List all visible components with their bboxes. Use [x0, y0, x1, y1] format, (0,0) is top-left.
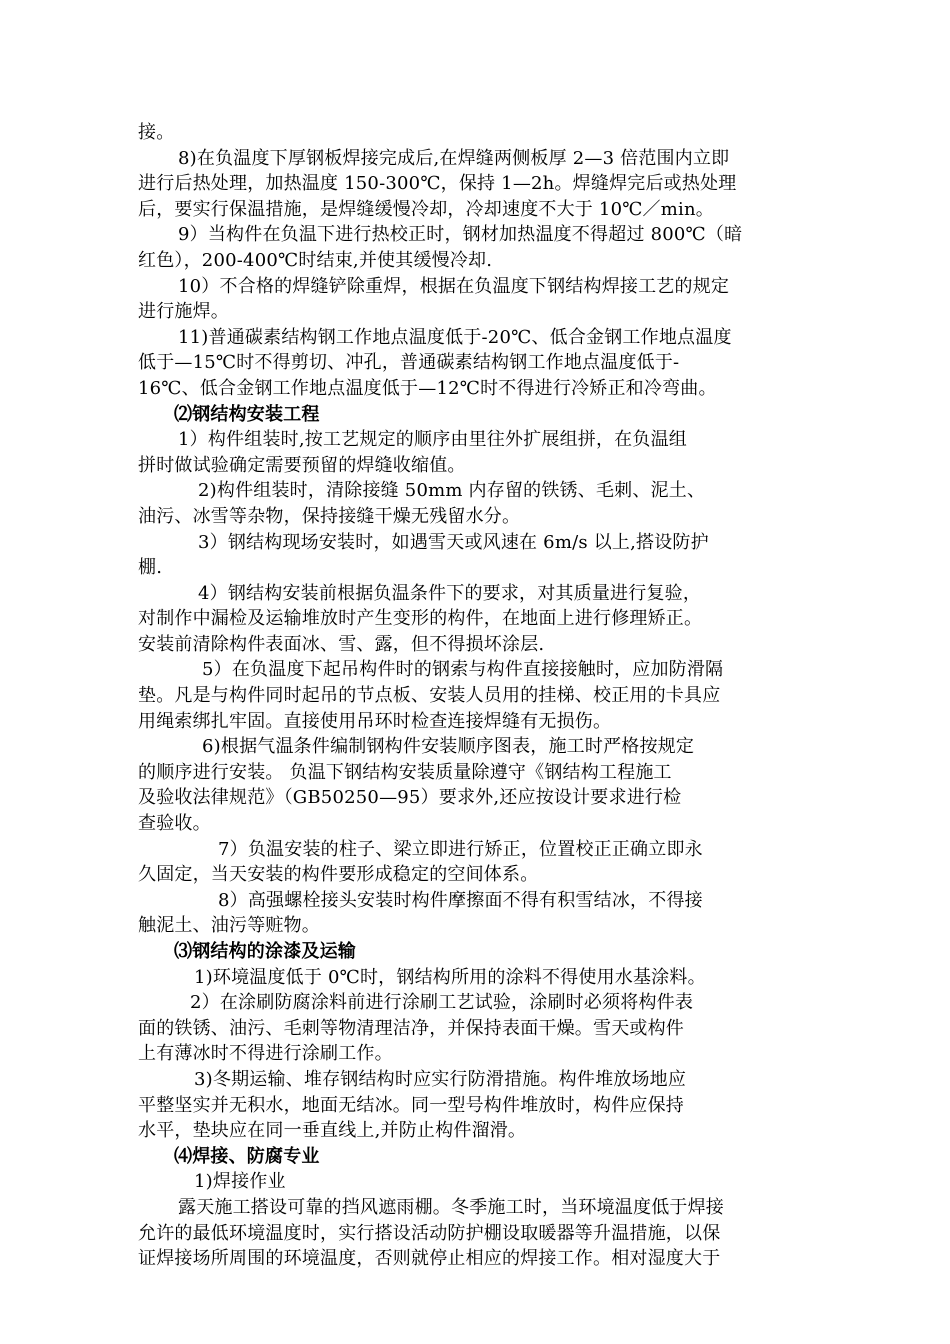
text-line: 11)普通碳素结构钢工作地点温度低于-20℃、低合金钢工作地点温度 — [178, 326, 732, 348]
text-line: 油污、冰雪等杂物，保持接缝干燥无残留水分。 — [138, 505, 521, 527]
text-line: 7）负温安装的柱子、梁立即进行矫正，位置校正正确立即永 — [218, 838, 703, 860]
text-line: 1)环境温度低于 0℃时，钢结构所用的涂料不得使用水基涂料。 — [194, 966, 706, 988]
section-heading: ⑷焊接、防腐专业 — [174, 1145, 320, 1167]
text-line: 久固定，当天安装的构件要形成稳定的空间体系。 — [138, 864, 539, 886]
text-line: 进行施焊。 — [138, 301, 229, 323]
text-line: 面的铁锈、油污、毛刺等物清理洁净，并保持表面干燥。雪天或构件 — [138, 1017, 684, 1039]
text-line: 8）高强螺栓接头安装时构件摩擦面不得有积雪结冰，不得接 — [218, 889, 703, 911]
text-line: 10）不合格的焊缝铲除重焊，根据在负温度下钢结构焊接工艺的规定 — [178, 275, 730, 297]
text-line: 8)在负温度下厚钢板焊接完成后,在焊缝两侧板厚 2—3 倍范围内立即 — [178, 147, 730, 169]
text-line: 上有薄冰时不得进行涂刷工作。 — [138, 1043, 393, 1065]
text-line: 2)构件组装时，清除接缝 50mm 内存留的铁锈、毛刺、泥土、 — [198, 480, 706, 502]
text-line: 平整坚实并无积水，地面无结冰。同一型号构件堆放时，构件应保持 — [138, 1094, 684, 1116]
text-line: 触泥土、油污等赃物。 — [138, 915, 320, 937]
text-line: 低于—15℃时不得剪切、冲孔，普通碳素结构钢工作地点温度低于- — [138, 352, 680, 374]
text-line: 2）在涂刷防腐涂料前进行涂刷工艺试验，涂刷时必须将构件表 — [190, 992, 694, 1014]
text-line: 用绳索绑扎牢固。直接使用吊环时检查连接焊缝有无损伤。 — [138, 710, 612, 732]
text-line: 拼时做试验确定需要预留的焊缝收缩值。 — [138, 454, 466, 476]
text-line: 接。 — [138, 122, 175, 143]
text-line: 对制作中漏检及运输堆放时产生变形的构件，在地面上进行修理矫正。 — [138, 608, 703, 630]
text-line: 9）当构件在负温下进行热校正时，钢材加热温度不得超过 800℃（暗 — [178, 224, 743, 246]
section-heading: ⑶钢结构的涂漆及运输 — [174, 941, 356, 962]
text-line: 允许的最低环境温度时，实行搭设活动防护棚设取暖器等升温措施，以保 — [138, 1222, 721, 1244]
text-line: 1)焊接作业 — [194, 1171, 286, 1193]
text-line: 后，要实行保温措施，是焊缝缓慢冷却，冷却速度不大于 10℃／min。 — [138, 198, 714, 220]
text-line: 安装前清除构件表面冰、雪、露，但不得损坏涂层. — [138, 633, 545, 655]
text-line: 进行后热处理，加热温度 150-300℃，保持 1—2h。焊缝焊完后或热处理 — [138, 173, 737, 195]
text-line: 露天施工搭设可靠的挡风遮雨棚。冬季施工时，当环境温度低于焊接 — [178, 1196, 724, 1218]
text-line: 及验收法律规范》（GB50250—95）要求外,还应按设计要求进行检 — [138, 787, 682, 809]
text-line: 6)根据气温条件编制钢构件安装顺序图表，施工时严格按规定 — [202, 736, 695, 758]
text-line: 3)冬期运输、堆存钢结构时应实行防滑措施。构件堆放场地应 — [194, 1068, 687, 1090]
text-line: 垫。凡是与构件同时起吊的节点板、安装人员用的挂梯、校正用的卡具应 — [138, 685, 721, 707]
text-line: 16℃、低合金钢工作地点温度低于—12℃时不得进行冷矫正和冷弯曲。 — [138, 377, 717, 399]
text-line: 4）钢结构安装前根据负温条件下的要求，对其质量进行复验， — [198, 582, 702, 604]
text-line: 证焊接场所周围的环境温度，否则就停止相应的焊接工作。相对湿度大于 — [138, 1248, 721, 1270]
text-line: 棚. — [138, 557, 163, 579]
text-line: 水平，垫块应在同一垂直线上,并防止构件溜滑。 — [138, 1120, 527, 1142]
text-line: 查验收。 — [138, 813, 211, 835]
text-line: 1）构件组装时,按工艺规定的顺序由里往外扩展组拼，在负温组 — [178, 429, 687, 451]
text-line: 3）钢结构现场安装时，如遇雪天或风速在 6m/s 以上,搭设防护 — [198, 531, 709, 553]
text-line: 的顺序进行安装。 负温下钢结构安装质量除遵守《钢结构工程施工 — [138, 761, 672, 783]
document-body — [138, 120, 860, 1272]
section-heading: ⑵钢结构安装工程 — [174, 403, 320, 425]
text-line: 5）在负温度下起吊构件时的钢索与构件直接接触时，应加防滑隔 — [202, 659, 724, 681]
text-line: 红色），200-400℃时结束,并使其缓慢冷却. — [138, 249, 493, 271]
